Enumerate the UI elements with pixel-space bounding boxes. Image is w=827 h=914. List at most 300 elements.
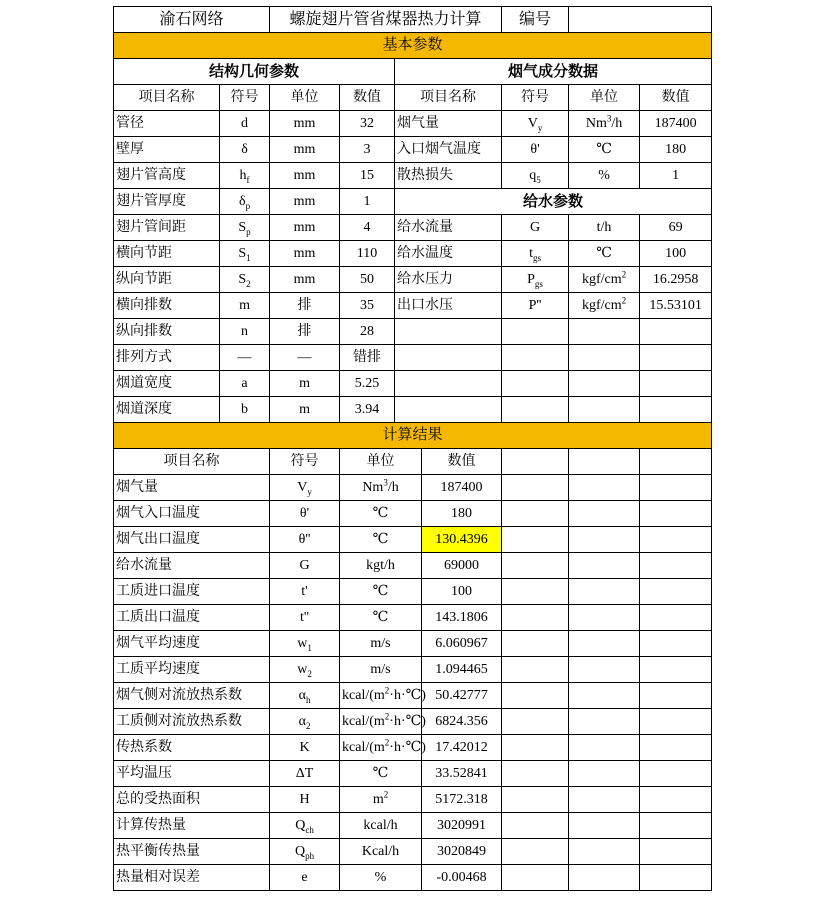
result-name: 总的受热面积	[114, 787, 270, 813]
symbol-main: a	[241, 376, 248, 391]
result-empty-1	[502, 553, 569, 579]
right-empty-3	[569, 319, 640, 345]
geometry-unit: mm	[270, 241, 340, 267]
result-value[interactable]: 6.060967	[422, 631, 502, 657]
flue-symbol	[502, 163, 569, 189]
symbol-subscript: 2	[307, 668, 312, 679]
symbol-main: t''	[300, 610, 309, 625]
result-empty-3	[640, 683, 712, 709]
feed-name: 给水温度	[395, 241, 502, 267]
subsection-header-row	[114, 59, 712, 85]
flue-symbol	[502, 111, 569, 137]
geometry-symbol	[220, 371, 270, 397]
symbol-subscript: h	[305, 694, 311, 705]
feed-value[interactable]: 15.53101	[640, 293, 712, 319]
result-empty-2	[569, 735, 640, 761]
unit-main: ℃	[372, 610, 389, 625]
symbol-main: θ'	[299, 506, 310, 521]
unit-main: kgt/h	[366, 558, 395, 573]
symbol-main: V	[297, 480, 308, 495]
basic-row	[114, 293, 712, 319]
geometry-symbol	[220, 319, 270, 345]
geometry-unit: m	[270, 397, 340, 423]
basic-section-bar	[114, 33, 712, 59]
basic-row	[114, 397, 712, 423]
right-empty-4	[640, 397, 712, 423]
result-empty-3	[640, 813, 712, 839]
result-value[interactable]: 180	[422, 501, 502, 527]
geometry-name: 纵向节距	[114, 267, 220, 293]
result-row	[114, 865, 712, 891]
result-empty-1	[502, 683, 569, 709]
basic-row	[114, 163, 712, 189]
symbol-main: α	[298, 688, 306, 703]
flue-value[interactable]: 187400	[640, 111, 712, 137]
symbol-main: P''	[528, 298, 542, 313]
result-name: 烟气侧对流放热系数	[114, 683, 270, 709]
result-symbol	[270, 631, 340, 657]
results-col-unit-header: 单位	[340, 449, 422, 475]
result-row	[114, 527, 712, 553]
symbol-subscript: ph	[305, 850, 315, 861]
result-empty-1	[502, 735, 569, 761]
result-empty-1	[502, 865, 569, 891]
symbol-main: t'	[301, 584, 308, 599]
feed-unit	[569, 241, 640, 267]
unit-tail: ·h·℃)	[389, 714, 426, 729]
col-unit-header-right: 单位	[569, 85, 640, 111]
feed-unit	[569, 215, 640, 241]
result-empty-2	[569, 631, 640, 657]
right-empty-2	[502, 345, 569, 371]
result-name: 热量相对误差	[114, 865, 270, 891]
unit-main: Nm	[585, 116, 607, 131]
unit-main: kgf/cm	[581, 272, 622, 287]
geometry-value[interactable]: 3.94	[340, 397, 395, 423]
col-value-header: 数值	[340, 85, 395, 111]
unit-tail: /h	[611, 116, 623, 131]
result-empty-3	[640, 475, 712, 501]
basic-row	[114, 189, 712, 215]
geometry-name: 翅片管高度	[114, 163, 220, 189]
unit-main: m/s	[370, 636, 391, 651]
result-value[interactable]: 3020991	[422, 813, 502, 839]
result-empty-1	[502, 631, 569, 657]
unit-tail: ·h·℃)	[389, 688, 426, 703]
basic-section-title: 基本参数	[114, 33, 712, 59]
result-value[interactable]: 1.094465	[422, 657, 502, 683]
symbol-main: m	[239, 298, 250, 313]
right-empty-1	[395, 319, 502, 345]
basic-row	[114, 241, 712, 267]
unit-main: m/s	[370, 662, 391, 677]
result-unit	[340, 553, 422, 579]
result-symbol	[270, 657, 340, 683]
symbol-subscript: 1	[307, 642, 312, 653]
unit-main: Nm	[362, 480, 384, 495]
symbol-subscript: p	[245, 200, 251, 211]
unit-superscript: 2	[384, 711, 390, 722]
results-col-name-header: 项目名称	[114, 449, 270, 475]
symbol-subscript: 1	[246, 252, 251, 263]
symbol-main: G	[529, 220, 541, 235]
right-empty-3	[569, 371, 640, 397]
result-name: 工质出口温度	[114, 605, 270, 631]
result-empty-3	[640, 709, 712, 735]
flue-name: 烟气量	[395, 111, 502, 137]
symbol-main: Q	[295, 818, 306, 833]
symbol-main: S	[238, 220, 247, 235]
unit-main: ℃	[372, 532, 389, 547]
feedwater-section-title: 给水参数	[395, 189, 712, 215]
unit-main: ℃	[372, 766, 389, 781]
result-unit	[340, 839, 422, 865]
unit-superscript: 3	[606, 113, 612, 124]
results-empty-2	[569, 449, 640, 475]
geometry-symbol	[220, 241, 270, 267]
result-value[interactable]: 33.52841	[422, 761, 502, 787]
code-value[interactable]	[569, 7, 712, 33]
calc-sheet	[113, 6, 712, 891]
result-empty-2	[569, 865, 640, 891]
geometry-symbol	[220, 163, 270, 189]
result-row	[114, 787, 712, 813]
result-unit	[340, 631, 422, 657]
geometry-unit: 排	[270, 293, 340, 319]
col-name-header: 项目名称	[114, 85, 220, 111]
right-empty-2	[502, 397, 569, 423]
feed-symbol	[502, 293, 569, 319]
result-empty-3	[640, 553, 712, 579]
result-value[interactable]: 100	[422, 579, 502, 605]
right-empty-2	[502, 371, 569, 397]
result-value-highlighted[interactable]: 130.4396	[422, 527, 502, 553]
result-empty-1	[502, 475, 569, 501]
result-name: 烟气量	[114, 475, 270, 501]
column-header-row	[114, 85, 712, 111]
flue-symbol	[502, 137, 569, 163]
unit-superscript: 2	[384, 737, 390, 748]
geometry-symbol	[220, 189, 270, 215]
flue-gas-section-title: 烟气成分数据	[395, 59, 712, 85]
result-name: 计算传热量	[114, 813, 270, 839]
symbol-main: e	[301, 870, 308, 885]
unit-main: kcal/(m	[342, 714, 385, 729]
geometry-unit: m	[270, 371, 340, 397]
symbol-main: θ'	[530, 142, 540, 157]
symbol-main: n	[241, 324, 248, 339]
result-unit	[340, 787, 422, 813]
result-empty-2	[569, 709, 640, 735]
result-empty-3	[640, 839, 712, 865]
geometry-value[interactable]: 50	[340, 267, 395, 293]
geometry-symbol	[220, 293, 270, 319]
feed-name: 出口水压	[395, 293, 502, 319]
result-empty-2	[569, 761, 640, 787]
unit-main: m	[372, 792, 384, 807]
feed-name: 给水压力	[395, 267, 502, 293]
geometry-name: 纵向排数	[114, 319, 220, 345]
unit-main: kcal/h	[363, 818, 398, 833]
symbol-subscript: y	[537, 122, 543, 133]
geometry-value[interactable]: 35	[340, 293, 395, 319]
result-symbol	[270, 553, 340, 579]
unit-main: ℃	[596, 142, 612, 157]
result-value[interactable]: 69000	[422, 553, 502, 579]
result-row	[114, 709, 712, 735]
result-empty-1	[502, 501, 569, 527]
unit-main: kcal/(m	[342, 688, 385, 703]
results-section-bar	[114, 423, 712, 449]
result-symbol	[270, 475, 340, 501]
geometry-value[interactable]: 15	[340, 163, 395, 189]
result-row	[114, 631, 712, 657]
flue-unit	[569, 137, 640, 163]
result-row	[114, 475, 712, 501]
symbol-main: S	[238, 246, 247, 261]
result-symbol	[270, 787, 340, 813]
result-value[interactable]: 187400	[422, 475, 502, 501]
result-unit	[340, 501, 422, 527]
result-row	[114, 579, 712, 605]
geometry-unit: mm	[270, 137, 340, 163]
result-symbol	[270, 813, 340, 839]
result-unit	[340, 605, 422, 631]
result-empty-2	[569, 475, 640, 501]
col-symbol-header-right: 符号	[502, 85, 569, 111]
result-name: 工质平均速度	[114, 657, 270, 683]
result-symbol	[270, 605, 340, 631]
unit-main: %	[598, 168, 610, 183]
geometry-name: 烟道深度	[114, 397, 220, 423]
right-empty-1	[395, 345, 502, 371]
symbol-main: δ	[238, 194, 246, 209]
result-symbol	[270, 683, 340, 709]
geometry-name: 翅片管间距	[114, 215, 220, 241]
result-unit	[340, 683, 426, 709]
result-value[interactable]: 50.42777	[422, 683, 502, 709]
geometry-unit: mm	[270, 267, 340, 293]
unit-main: kgf/cm	[581, 298, 622, 313]
result-empty-2	[569, 501, 640, 527]
feed-value[interactable]: 16.2958	[640, 267, 712, 293]
geometry-name: 翅片管厚度	[114, 189, 220, 215]
geometry-symbol	[220, 345, 270, 371]
result-unit	[340, 657, 422, 683]
results-header-row	[114, 449, 712, 475]
result-empty-2	[569, 813, 640, 839]
result-empty-2	[569, 787, 640, 813]
result-empty-1	[502, 527, 569, 553]
company-name: 渝石网络	[114, 7, 270, 33]
result-unit	[340, 735, 426, 761]
result-name: 平均温压	[114, 761, 270, 787]
flue-value[interactable]: 1	[640, 163, 712, 189]
unit-tail: /h	[387, 480, 399, 495]
unit-main: ℃	[372, 506, 389, 521]
right-empty-4	[640, 319, 712, 345]
symbol-main: S	[238, 272, 247, 287]
unit-main: ℃	[372, 584, 389, 599]
feed-value[interactable]: 100	[640, 241, 712, 267]
geometry-value[interactable]: 5.25	[340, 371, 395, 397]
symbol-main: —	[237, 350, 252, 365]
symbol-subscript: 5	[536, 174, 541, 185]
result-empty-2	[569, 553, 640, 579]
result-row	[114, 839, 712, 865]
result-empty-3	[640, 501, 712, 527]
result-symbol	[270, 735, 340, 761]
result-empty-3	[640, 579, 712, 605]
symbol-main: Q	[294, 844, 306, 859]
result-symbol	[270, 579, 340, 605]
result-row	[114, 761, 712, 787]
unit-superscript: 3	[383, 477, 388, 488]
sheet-title: 螺旋翅片管省煤器热力计算	[270, 7, 502, 33]
code-label: 编号	[502, 7, 569, 33]
result-row	[114, 553, 712, 579]
unit-superscript: 2	[621, 295, 627, 306]
col-name-header-right: 项目名称	[395, 85, 502, 111]
result-unit	[340, 475, 422, 501]
right-empty-2	[502, 319, 569, 345]
result-empty-1	[502, 761, 569, 787]
geometry-name: 管径	[114, 111, 220, 137]
geometry-name: 横向节距	[114, 241, 220, 267]
unit-main: kcal/(m	[342, 740, 385, 755]
symbol-main: δ	[241, 142, 248, 157]
result-empty-3	[640, 865, 712, 891]
result-symbol	[270, 501, 340, 527]
unit-main: Kcal/h	[361, 844, 400, 859]
results-col-value-header: 数值	[422, 449, 502, 475]
result-value[interactable]: 6824.356	[422, 709, 502, 735]
geometry-section-title: 结构几何参数	[114, 59, 395, 85]
symbol-subscript: f	[246, 174, 250, 185]
right-empty-1	[395, 371, 502, 397]
result-name: 烟气平均速度	[114, 631, 270, 657]
geometry-value[interactable]: 错排	[340, 345, 395, 371]
geometry-symbol	[220, 137, 270, 163]
result-unit	[340, 527, 422, 553]
col-unit-header: 单位	[270, 85, 340, 111]
unit-main: %	[374, 870, 387, 885]
geometry-symbol	[220, 267, 270, 293]
geometry-value[interactable]: 110	[340, 241, 395, 267]
result-empty-1	[502, 605, 569, 631]
feed-value[interactable]: 69	[640, 215, 712, 241]
geometry-value[interactable]: 4	[340, 215, 395, 241]
basic-row	[114, 371, 712, 397]
result-empty-3	[640, 605, 712, 631]
result-value[interactable]: 17.42012	[422, 735, 502, 761]
title-row	[114, 7, 712, 33]
result-value[interactable]: 5172.318	[422, 787, 502, 813]
symbol-main: h	[239, 168, 247, 183]
geometry-name: 壁厚	[114, 137, 220, 163]
feed-symbol	[502, 215, 569, 241]
result-value[interactable]: 143.1806	[422, 605, 502, 631]
result-row	[114, 683, 712, 709]
sheet-body	[114, 7, 712, 891]
geometry-value[interactable]: 28	[340, 319, 395, 345]
geometry-value[interactable]: 32	[340, 111, 395, 137]
result-empty-1	[502, 839, 569, 865]
basic-row	[114, 319, 712, 345]
unit-superscript: 2	[384, 685, 390, 696]
feed-symbol	[502, 267, 569, 293]
result-symbol	[270, 865, 340, 891]
feed-name: 给水流量	[395, 215, 502, 241]
flue-value[interactable]: 180	[640, 137, 712, 163]
symbol-main: V	[527, 116, 538, 131]
result-name: 烟气出口温度	[114, 527, 270, 553]
result-empty-2	[569, 527, 640, 553]
result-symbol	[270, 839, 340, 865]
right-empty-4	[640, 371, 712, 397]
result-symbol	[270, 527, 340, 553]
result-unit	[340, 865, 422, 891]
geometry-unit: 排	[270, 319, 340, 345]
unit-tail: ·h·℃)	[389, 740, 426, 755]
geometry-value[interactable]: 3	[340, 137, 395, 163]
basic-row	[114, 345, 712, 371]
result-row	[114, 657, 712, 683]
symbol-subscript: 2	[305, 720, 311, 731]
symbol-main: b	[241, 402, 248, 417]
result-empty-1	[502, 787, 569, 813]
basic-row	[114, 215, 712, 241]
symbol-main: θ''	[298, 532, 311, 547]
basic-row	[114, 111, 712, 137]
feed-unit	[569, 293, 640, 319]
result-symbol	[270, 709, 340, 735]
result-empty-2	[569, 839, 640, 865]
symbol-main: q	[529, 168, 537, 183]
result-name: 给水流量	[114, 553, 270, 579]
result-name: 工质进口温度	[114, 579, 270, 605]
result-empty-3	[640, 761, 712, 787]
result-empty-3	[640, 735, 712, 761]
results-col-symbol-header: 符号	[270, 449, 340, 475]
symbol-main: d	[241, 116, 248, 131]
symbol-subscript: y	[307, 486, 312, 497]
symbol-subscript: gs	[532, 252, 541, 263]
results-empty-1	[502, 449, 569, 475]
feed-unit	[569, 267, 640, 293]
result-empty-1	[502, 657, 569, 683]
result-row	[114, 605, 712, 631]
geometry-symbol	[220, 397, 270, 423]
result-empty-1	[502, 709, 569, 735]
result-empty-1	[502, 813, 569, 839]
symbol-subscript: 2	[246, 278, 251, 289]
result-value[interactable]: 3020849	[422, 839, 502, 865]
unit-main: ℃	[596, 246, 612, 261]
geometry-name: 横向排数	[114, 293, 220, 319]
unit-main: t/h	[596, 220, 612, 235]
result-value[interactable]: -0.00468	[422, 865, 502, 891]
result-empty-2	[569, 657, 640, 683]
result-empty-1	[502, 579, 569, 605]
result-unit	[340, 579, 422, 605]
geometry-unit: mm	[270, 215, 340, 241]
symbol-main: t	[529, 246, 533, 261]
geometry-value[interactable]: 1	[340, 189, 395, 215]
geometry-name: 排列方式	[114, 345, 220, 371]
flue-unit	[569, 163, 640, 189]
result-empty-3	[640, 657, 712, 683]
